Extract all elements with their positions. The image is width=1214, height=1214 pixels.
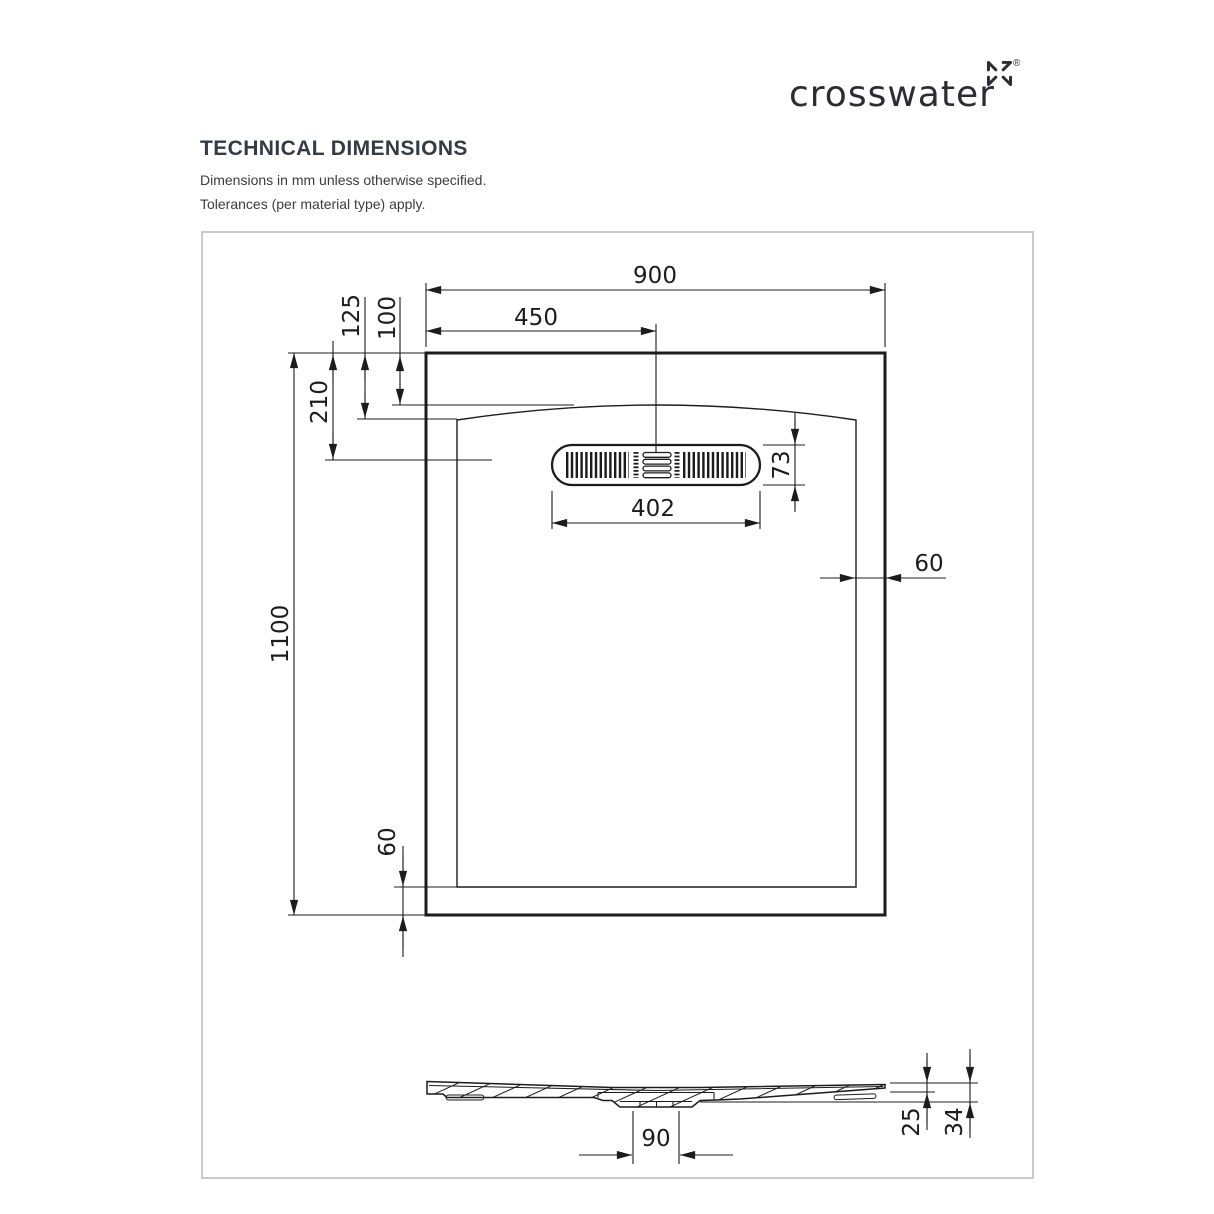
dim-right-rim: 60 — [914, 551, 944, 577]
dim-drain-length: 402 — [631, 496, 675, 522]
seal-right — [834, 1094, 876, 1100]
dim-overall-width: 900 — [633, 263, 677, 289]
note-tolerances: Tolerances (per material type) apply. — [200, 196, 426, 212]
dim-waste-outlet-width: 90 — [641, 1126, 671, 1152]
plan-view — [268, 263, 946, 957]
section-view — [395, 1049, 978, 1164]
registered-trademark: ® — [1013, 58, 1021, 69]
dim-top-to-inner-center: 100 — [375, 296, 401, 340]
dim-top-to-drain-center: 210 — [307, 380, 333, 424]
dim-top-to-inner-corner: 125 — [339, 294, 365, 338]
brand-logo-text: crosswater — [789, 74, 995, 115]
dim-bottom-rim: 60 — [375, 827, 401, 857]
dim-overall-height: 34 — [942, 1107, 968, 1137]
dim-overall-length: 1100 — [268, 604, 294, 664]
note-units: Dimensions in mm unless otherwise specified. — [200, 172, 487, 188]
section-dimension-labels — [641, 1107, 968, 1152]
dim-drain-width: 73 — [769, 450, 795, 480]
dim-rim-height: 25 — [899, 1107, 925, 1137]
page-title: TECHNICAL DIMENSIONS — [200, 137, 468, 160]
dim-drain-center-from-left: 450 — [514, 305, 558, 331]
